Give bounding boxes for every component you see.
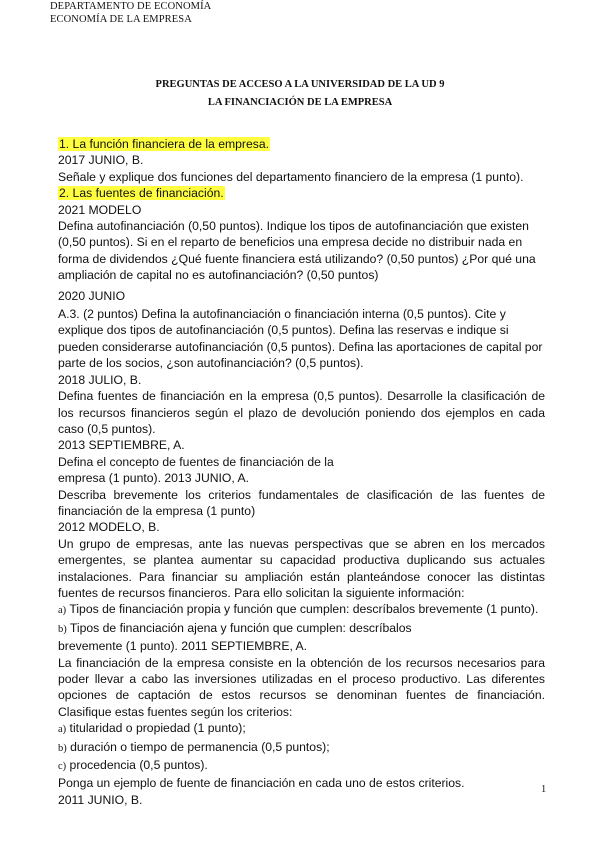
section-2-heading: 2. Las fuentes de financiación. (59, 186, 224, 201)
exam-date: 2011 JUNIO, B. (58, 792, 143, 807)
exam-date: 2018 JULIO, B. (58, 372, 142, 387)
question-text: Defina fuentes de financiación en la empresa (0,5 puntos). Desarrolle la clasificación de los recursos financieros según el plazo de devolución poniendo dos ejemplos en cada caso (0,5 puntos). (58, 389, 545, 436)
document-body (58, 136, 545, 808)
question-text: Un grupo de empresas, ante las nuevas perspectivas que se abren en los mercados emergentes, se plantea aumentar su capacidad productiva duplicando sus actuales instalaciones. Para financiar su ampliación están planteándose conocer las distintas fuentes de recursos financieros. Para ello solicitan la siguiente información: (58, 536, 545, 600)
exam-date: 2013 SEPTIEMBRE, A. (58, 438, 185, 453)
list-item: c) procedencia (0,5 puntos). (58, 758, 208, 773)
question-text: Ponga un ejemplo de fuente de financiación en cada uno de estos criterios. (58, 776, 465, 791)
exam-date: 2012 MODELO, B. (58, 520, 160, 535)
question-text: empresa (1 punto). 2013 JUNIO, A. (58, 471, 250, 486)
department-name: DEPARTAMENTO DE ECONOMÍA (50, 1, 212, 12)
list-item: b) duración o tiempo de permanencia (0,5 puntos); (58, 739, 330, 754)
subject-name: ECONOMÍA DE LA EMPRESA (50, 14, 192, 25)
list-item: a) Tipos de financiación propia y función que cumplen: descríbalos brevemente (1 punto). (58, 602, 539, 617)
question-text: Señale y explique dos funciones del departamento financiero de la empresa (1 punto). (58, 169, 524, 184)
question-text: brevemente (1 punto). 2011 SEPTIEMBRE, A. (58, 639, 308, 654)
page-number: 1 (541, 784, 547, 795)
section-1-heading: 1. La función financiera de la empresa. (59, 137, 270, 151)
list-item: b) Tipos de financiación ajena y función que cumplen: descríbalos (58, 620, 412, 635)
document-header (50, 0, 211, 26)
document-title: PREGUNTAS DE ACCESO A LA UNIVERSIDAD DE LA UD 9 (155, 79, 445, 90)
question-text: A.3. (2 puntos) Defina la autofinanciación o financiación interna (0,5 puntos). Cite y explique dos tipos de autofinanciación (0,5 puntos). Defina las reservas e indique si pueden considerarse autofinanciación (0,5 puntos). Defina las aportaciones de capital por parte de los socios, ¿son autofinanciación? (0,5 puntos). (58, 307, 543, 371)
question-text: La financiación de la empresa consiste en la obtención de los recursos necesarios para poder llevar a cabo las inversiones utilizadas en el proceso productivo. Las diferentes opciones de captación de estos recursos se denominan fuentes de financiación. Clasifique estas fuentes según los criterios: (58, 655, 545, 719)
exam-date: 2020 JUNIO (58, 288, 126, 303)
question-text: Defina autofinanciación (0,50 puntos). Indique los tipos de autofinanciación que existen (0,50 puntos). Si en el reparto de beneficios una empresa decide no distribuir nada en forma de dividendos ¿Qué fuente financiera está utilizando? (0,50 puntos) ¿Por qué una ampliación de capital no es autofinanciación? (0,50 puntos) (58, 219, 536, 283)
question-text: Describa brevemente los criterios fundamentales de clasificación de las fuentes de financiación de la empresa (1 punto) (58, 487, 545, 518)
document-subtitle: LA FINANCIACIÓN DE LA EMPRESA (207, 97, 393, 108)
exam-date: 2017 JUNIO, B. (58, 153, 144, 168)
exam-date: 2021 MODELO (58, 202, 142, 217)
question-text: Defina el concepto de fuentes de financiación de la (58, 454, 334, 469)
list-item: a) titularidad o propiedad (1 punto); (58, 721, 246, 736)
